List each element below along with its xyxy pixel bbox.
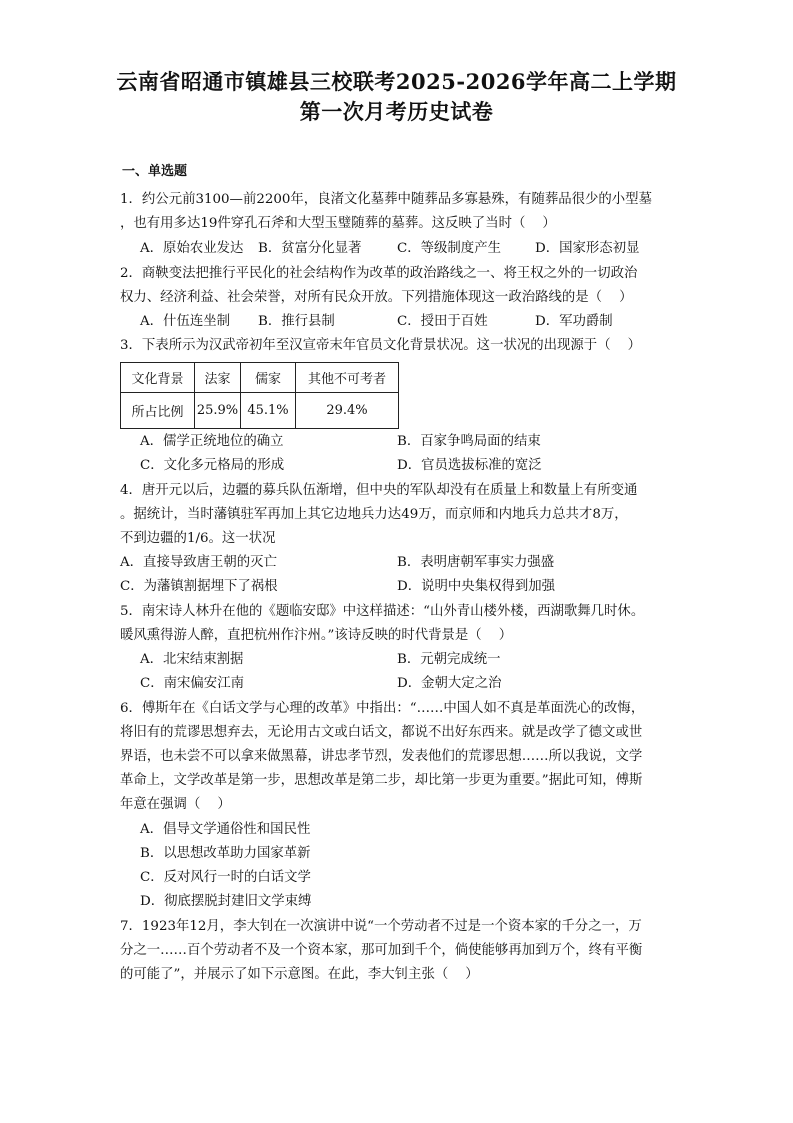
table-cell: 25.9% bbox=[195, 393, 241, 429]
table-cell: 29.4% bbox=[296, 393, 399, 429]
table-cell: 45.1% bbox=[241, 393, 296, 429]
table-header-cell: 法家 bbox=[195, 363, 241, 393]
option-c: C．授田于百姓 bbox=[397, 314, 488, 329]
question-1-text: ，也有用多达19件穿孔石斧和大型玉璧随葬的墓葬。这反映了当时（ ） bbox=[120, 216, 556, 231]
option-b: B．推行县制 bbox=[258, 314, 335, 329]
option-a: A．直接导致唐王朝的灭亡 bbox=[120, 555, 277, 570]
question-6-text: 革命上，文学改革是第一步，思想改革是第二步，却比第一步更为重要。”据此可知，傅斯 bbox=[120, 773, 643, 788]
option-d: D．官员选拔标准的宽泛 bbox=[397, 458, 542, 473]
section-heading: 一、单选题 bbox=[122, 164, 188, 179]
question-7-text: 分之一……百个劳动者不及一个资本家，那可加到千个，倘使能够再加到万个，终有平衡 bbox=[120, 943, 643, 958]
option-c: C．反对风行一时的白话文学 bbox=[140, 870, 311, 885]
option-d: D．彻底摆脱封建旧文学束缚 bbox=[140, 894, 312, 909]
option-b: B．贫富分化显著 bbox=[258, 241, 362, 256]
option-c: C．文化多元格局的形成 bbox=[140, 458, 285, 473]
option-a: A．什伍连坐制 bbox=[140, 314, 231, 329]
question-5-text: 暖风熏得游人醉，直把杭州作汴州。”该诗反映的时代背景是（ ） bbox=[120, 628, 513, 643]
question-3-text: 3．下表所示为汉武帝初年至汉宣帝末年官员文化背景状况。这一状况的出现源于（ ） bbox=[120, 338, 641, 353]
option-d: D．军功爵制 bbox=[535, 314, 613, 329]
page-title-line-2: 第一次月考历史试卷 bbox=[299, 99, 494, 124]
option-b: B．百家争鸣局面的结束 bbox=[397, 434, 541, 449]
question-7-text: 的可能了”，并展示了如下示意图。在此，李大钊主张（ ） bbox=[120, 967, 479, 982]
option-a: A．倡导文学通俗性和国民性 bbox=[140, 822, 311, 837]
question-6-text: 界语，也未尝不可以拿来做黑幕，讲忠孝节烈，发表他们的荒谬思想……所以我说，文学 bbox=[120, 749, 643, 764]
option-a: A．北宋结束割据 bbox=[140, 652, 244, 667]
option-b: B．以思想改革助力国家革新 bbox=[140, 846, 311, 861]
option-c: C．南宋偏安江南 bbox=[140, 676, 244, 691]
table-row bbox=[121, 393, 399, 429]
question-4-text: 4．唐开元以后，边疆的募兵队伍渐增，但中央的军队却没有在质量上和数量上有所变通 bbox=[120, 483, 638, 498]
question-7-text: 7．1923年12月，李大钊在一次演讲中说“一个劳动者不过是一个资本家的千分之一，万 bbox=[120, 919, 642, 934]
option-b: B．元朝完成统一 bbox=[397, 652, 501, 667]
question-4-text: 。据统计，当时藩镇驻军再加上其它边地兵力达49万，而京师和内地兵力总共才8万， bbox=[120, 507, 628, 522]
table-header-row bbox=[121, 363, 399, 393]
table-header-cell: 文化背景 bbox=[121, 363, 195, 393]
option-d: D．国家形态初显 bbox=[535, 241, 640, 256]
question-2-text: 权力、经济利益、社会荣誉，对所有民众开放。下列措施体现这一政治路线的是（ ） bbox=[120, 290, 633, 305]
table-header-cell: 儒家 bbox=[241, 363, 296, 393]
data-table bbox=[120, 362, 399, 429]
option-c: C．为藩镇割据埋下了祸根 bbox=[120, 579, 278, 594]
question-4-text: 不到边疆的1/6。这一状况 bbox=[120, 531, 276, 546]
question-2-text: 2．商鞅变法把推行平民化的社会结构作为改革的政治路线之一、将王权之外的一切政治 bbox=[120, 266, 638, 281]
option-a: A．原始农业发达 bbox=[140, 241, 244, 256]
option-c: C．等级制度产生 bbox=[397, 241, 501, 256]
question-6-text: 将旧有的荒谬思想弃去，无论用古文或白话文，都说不出好东西来。就是改学了德文或世 bbox=[120, 725, 643, 740]
question-6-text: 年意在强调（ ） bbox=[120, 797, 231, 812]
option-b: B．表明唐朝军事实力强盛 bbox=[397, 555, 555, 570]
table-cell: 所占比例 bbox=[121, 393, 195, 429]
question-5-text: 5．南宋诗人林升在他的《题临安邸》中这样描述：“山外青山楼外楼，西湖歌舞几时休。 bbox=[120, 604, 645, 619]
option-a: A．儒学正统地位的确立 bbox=[140, 434, 284, 449]
table-header-cell: 其他不可考者 bbox=[296, 363, 399, 393]
option-d: D．说明中央集权得到加强 bbox=[397, 579, 556, 594]
question-6-text: 6．傅斯年在《白话文学与心理的改革》中指出：“……中国人如不真是革面洗心的改悔， bbox=[120, 701, 645, 716]
option-d: D．金朝大定之治 bbox=[397, 676, 502, 691]
page-title-line-1: 云南省昭通市镇雄县三校联考2025-2026学年高二上学期 bbox=[116, 69, 677, 94]
question-1-text: 1．约公元前3100—前2200年，良渚文化墓葬中随葬品多寡悬殊，有随葬品很少的小型墓 bbox=[120, 192, 652, 207]
